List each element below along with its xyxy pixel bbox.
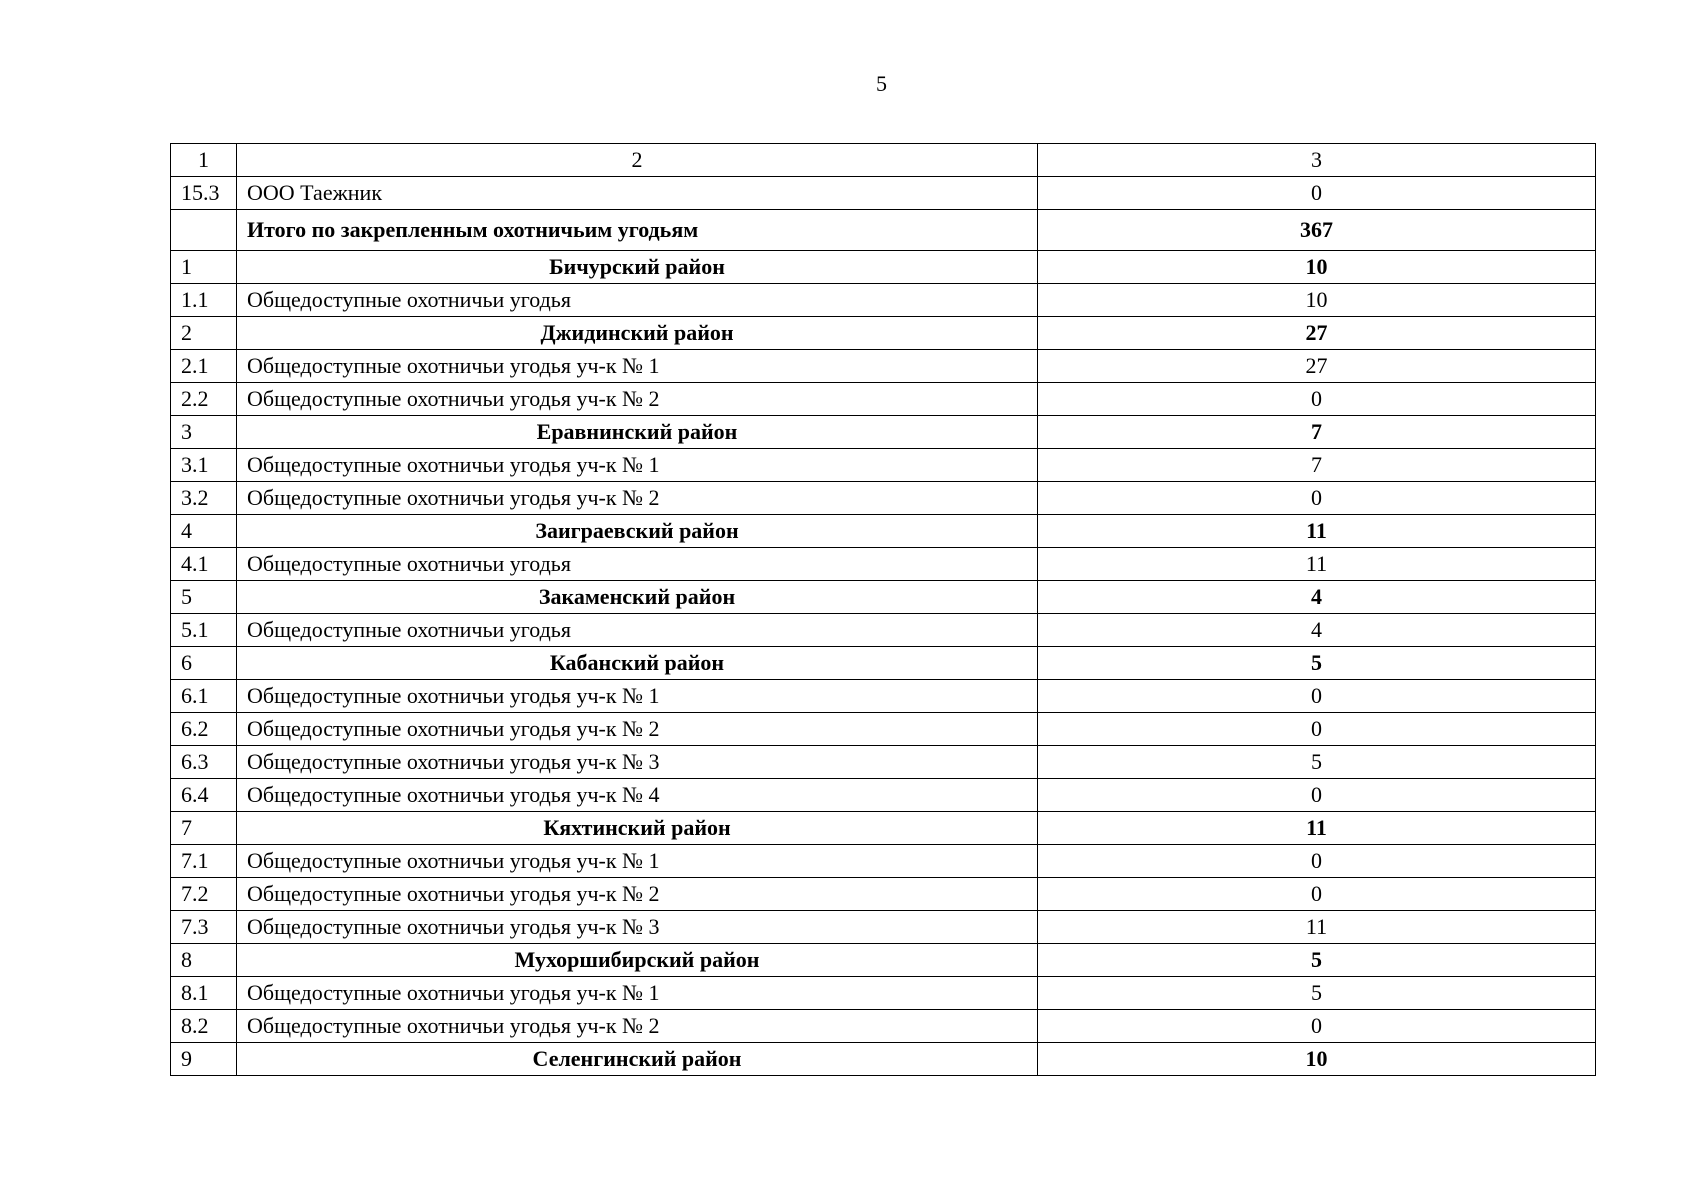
row-value-cell: 0 (1038, 845, 1596, 878)
table-row (171, 713, 1596, 746)
row-value-cell: 10 (1038, 251, 1596, 284)
row-number-cell: 8 (171, 944, 237, 977)
row-value-cell: 5 (1038, 977, 1596, 1010)
row-value-cell: 0 (1038, 779, 1596, 812)
row-name-cell: Общедоступные охотничьи угодья уч-к № 2 (237, 482, 1038, 515)
row-number-cell: 3.2 (171, 482, 237, 515)
row-name-cell: Еравнинский район (237, 416, 1038, 449)
row-number-cell: 7.1 (171, 845, 237, 878)
row-number-cell (171, 210, 237, 251)
row-number-cell: 5 (171, 581, 237, 614)
row-value-cell: 11 (1038, 548, 1596, 581)
row-name-cell: Общедоступные охотничьи угодья уч-к № 2 (237, 713, 1038, 746)
table-row (171, 383, 1596, 416)
row-name-cell: Общедоступные охотничьи угодья уч-к № 1 (237, 680, 1038, 713)
row-number-cell: 15.3 (171, 177, 237, 210)
district-row (171, 647, 1596, 680)
total-row (171, 210, 1596, 251)
row-name-cell: Общедоступные охотничьи угодья уч-к № 1 (237, 449, 1038, 482)
row-value-cell: 0 (1038, 878, 1596, 911)
table-row (171, 177, 1596, 210)
row-value-cell: 27 (1038, 350, 1596, 383)
row-value-cell: 0 (1038, 1010, 1596, 1043)
row-number-cell: 2 (171, 317, 237, 350)
column-header-3: 3 (1038, 144, 1596, 177)
row-number-cell: 3.1 (171, 449, 237, 482)
table-row (171, 977, 1596, 1010)
row-name-cell: Джидинский район (237, 317, 1038, 350)
district-row (171, 515, 1596, 548)
row-name-cell: ООО Таежник (237, 177, 1038, 210)
row-number-cell: 7 (171, 812, 237, 845)
row-name-cell: Мухоршибирский район (237, 944, 1038, 977)
row-name-cell: Общедоступные охотничьи угодья уч-к № 2 (237, 1010, 1038, 1043)
row-name-cell: Общедоступные охотничьи угодья уч-к № 1 (237, 977, 1038, 1010)
district-row (171, 251, 1596, 284)
row-value-cell: 4 (1038, 614, 1596, 647)
row-number-cell: 8.2 (171, 1010, 237, 1043)
table-row (171, 350, 1596, 383)
column-header-2: 2 (237, 144, 1038, 177)
district-row (171, 944, 1596, 977)
row-value-cell: 7 (1038, 449, 1596, 482)
table-row (171, 911, 1596, 944)
row-value-cell: 367 (1038, 210, 1596, 251)
row-number-cell: 1.1 (171, 284, 237, 317)
row-number-cell: 6 (171, 647, 237, 680)
column-header-1: 1 (171, 144, 237, 177)
row-name-cell: Общедоступные охотничьи угодья уч-к № 2 (237, 878, 1038, 911)
row-name-cell: Общедоступные охотничьи угодья уч-к № 3 (237, 746, 1038, 779)
row-name-cell: Бичурский район (237, 251, 1038, 284)
row-number-cell: 3 (171, 416, 237, 449)
row-name-cell: Общедоступные охотничьи угодья (237, 614, 1038, 647)
row-value-cell: 11 (1038, 812, 1596, 845)
row-value-cell: 0 (1038, 713, 1596, 746)
table-row (171, 284, 1596, 317)
row-name-cell: Селенгинский район (237, 1043, 1038, 1076)
row-name-cell: Общедоступные охотничьи угодья (237, 548, 1038, 581)
row-value-cell: 27 (1038, 317, 1596, 350)
row-number-cell: 6.1 (171, 680, 237, 713)
row-value-cell: 0 (1038, 177, 1596, 210)
row-name-cell: Закаменский район (237, 581, 1038, 614)
district-row (171, 812, 1596, 845)
row-number-cell: 8.1 (171, 977, 237, 1010)
row-name-cell: Общедоступные охотничьи угодья (237, 284, 1038, 317)
row-number-cell: 7.3 (171, 911, 237, 944)
table-row (171, 746, 1596, 779)
row-name-cell: Общедоступные охотничьи угодья уч-к № 4 (237, 779, 1038, 812)
allocation-table (170, 143, 1596, 1076)
row-number-cell: 6.3 (171, 746, 237, 779)
row-number-cell: 4.1 (171, 548, 237, 581)
table-row (171, 680, 1596, 713)
row-number-cell: 4 (171, 515, 237, 548)
row-number-cell: 6.2 (171, 713, 237, 746)
table-row (171, 845, 1596, 878)
table-row (171, 1010, 1596, 1043)
row-value-cell: 7 (1038, 416, 1596, 449)
row-name-cell: Кабанский район (237, 647, 1038, 680)
row-name-cell: Кяхтинский район (237, 812, 1038, 845)
page-number: 5 (876, 71, 887, 96)
row-name-cell: Общедоступные охотничьи угодья уч-к № 1 (237, 845, 1038, 878)
row-value-cell: 5 (1038, 944, 1596, 977)
row-value-cell: 10 (1038, 1043, 1596, 1076)
row-name-cell: Заиграевский район (237, 515, 1038, 548)
row-value-cell: 5 (1038, 746, 1596, 779)
row-name-cell: Общедоступные охотничьи угодья уч-к № 3 (237, 911, 1038, 944)
row-number-cell: 2.1 (171, 350, 237, 383)
row-value-cell: 11 (1038, 515, 1596, 548)
table-row (171, 614, 1596, 647)
row-value-cell: 10 (1038, 284, 1596, 317)
table-body (171, 144, 1596, 1076)
row-name-cell: Общедоступные охотничьи угодья уч-к № 1 (237, 350, 1038, 383)
row-value-cell: 0 (1038, 482, 1596, 515)
row-value-cell: 11 (1038, 911, 1596, 944)
row-number-cell: 5.1 (171, 614, 237, 647)
table-row (171, 548, 1596, 581)
row-number-cell: 7.2 (171, 878, 237, 911)
row-name-cell: Общедоступные охотничьи угодья уч-к № 2 (237, 383, 1038, 416)
table-row (171, 482, 1596, 515)
table-row (171, 779, 1596, 812)
row-value-cell: 0 (1038, 680, 1596, 713)
district-row (171, 416, 1596, 449)
column-number-row (171, 144, 1596, 177)
row-name-cell: Итого по закрепленным охотничьим угодьям (237, 210, 1038, 251)
table-row (171, 449, 1596, 482)
district-row (171, 317, 1596, 350)
table-row (171, 878, 1596, 911)
row-number-cell: 1 (171, 251, 237, 284)
row-value-cell: 4 (1038, 581, 1596, 614)
row-number-cell: 9 (171, 1043, 237, 1076)
row-value-cell: 5 (1038, 647, 1596, 680)
district-row (171, 1043, 1596, 1076)
district-row (171, 581, 1596, 614)
row-value-cell: 0 (1038, 383, 1596, 416)
row-number-cell: 6.4 (171, 779, 237, 812)
row-number-cell: 2.2 (171, 383, 237, 416)
